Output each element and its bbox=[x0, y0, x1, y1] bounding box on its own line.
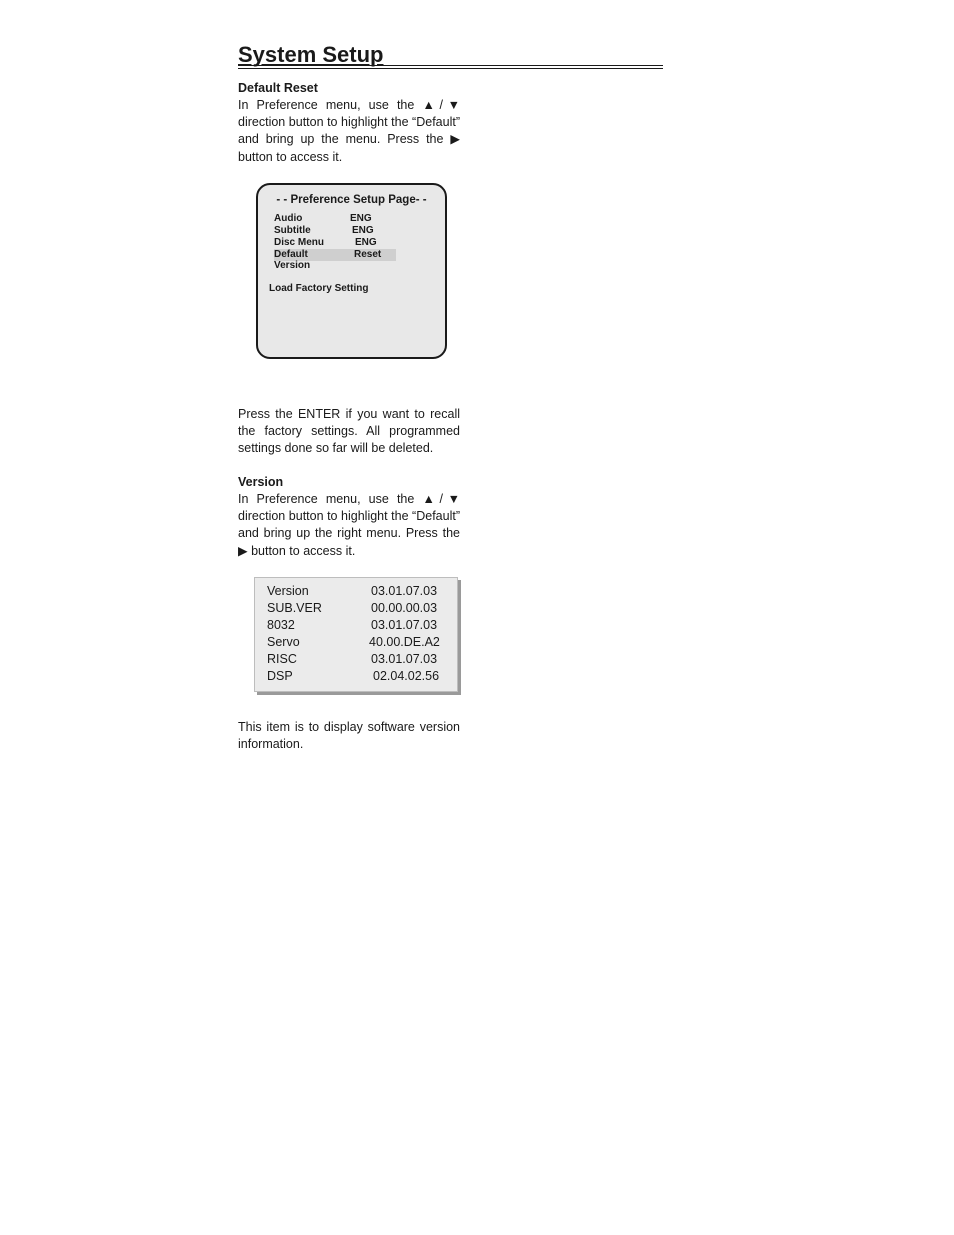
version-row bbox=[267, 583, 453, 600]
default-reset-note: Press the ENTER if you want to recall the factory settings. All programmed settings done so far will be deleted. bbox=[238, 407, 460, 456]
version-heading: Version bbox=[238, 475, 284, 489]
osd-row-label: Version bbox=[274, 260, 311, 271]
version-row bbox=[267, 600, 453, 617]
page-title: System Setup bbox=[238, 42, 384, 67]
version-row-label: RISC bbox=[267, 652, 297, 666]
osd-title: - - Preference Setup Page- - bbox=[276, 194, 427, 206]
version-instructions: In Preference menu, use the ▲/▼ direction button to highlight the “Default” and bring up the right menu. Press the ▶ button to access it. bbox=[238, 492, 460, 558]
version-row-value: 40.00.DE.A2 bbox=[369, 635, 440, 649]
version-row bbox=[267, 617, 453, 634]
version-row bbox=[267, 634, 453, 651]
title-rule-double bbox=[238, 68, 663, 69]
version-row-label: DSP bbox=[267, 669, 293, 683]
version-row-value: 03.01.07.03 bbox=[371, 652, 438, 666]
version-row bbox=[267, 651, 453, 668]
version-row-value: 02.04.02.56 bbox=[373, 669, 440, 683]
version-row-value: 00.00.00.03 bbox=[371, 601, 438, 615]
version-row-label: Version bbox=[267, 584, 309, 598]
title-rule bbox=[238, 65, 663, 66]
osd-row-label: Subtitle bbox=[274, 225, 311, 236]
osd-row-value: ENG bbox=[352, 225, 374, 236]
osd-row-value: ENG bbox=[355, 237, 377, 248]
osd-row-label: Default bbox=[274, 249, 308, 260]
version-row-label: 8032 bbox=[267, 618, 295, 632]
version-row-label: SUB.VER bbox=[267, 601, 322, 615]
version-row bbox=[267, 668, 453, 685]
version-row-label: Servo bbox=[267, 635, 300, 649]
osd-footer-hint: Load Factory Setting bbox=[269, 283, 369, 294]
version-info-panel bbox=[254, 577, 458, 692]
osd-row-label: Disc Menu bbox=[274, 237, 325, 248]
osd-row-value: ENG bbox=[350, 213, 372, 224]
version-row-value: 03.01.07.03 bbox=[371, 618, 438, 632]
preference-setup-osd bbox=[256, 183, 447, 359]
osd-row-value: Reset bbox=[354, 249, 382, 260]
default-reset-instructions: In Preference menu, use the ▲/▼ direction button to highlight the “Default” and bring up the menu. Press the ▶ button to access it. bbox=[238, 98, 460, 164]
version-note: This item is to display software version information. bbox=[238, 720, 460, 752]
default-reset-heading: Default Reset bbox=[238, 81, 318, 95]
version-row-value: 03.01.07.03 bbox=[371, 584, 438, 598]
osd-row-label: Audio bbox=[274, 213, 303, 224]
